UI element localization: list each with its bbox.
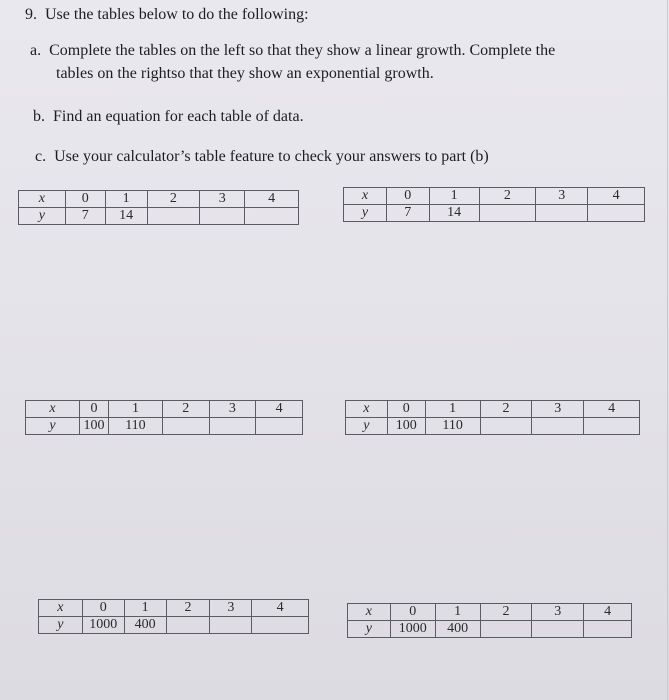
x-label: x [19,191,66,208]
x-cell: 1 [425,401,480,418]
x-cell: 3 [200,191,245,208]
y-cell[interactable] [256,418,303,435]
y-cell[interactable] [210,617,252,634]
x-cell: 4 [245,191,299,208]
x-label: x [26,401,80,418]
x-cell: 3 [532,401,584,418]
x-row [26,401,303,418]
table-linear-2 [25,400,303,435]
x-cell: 1 [124,600,166,617]
x-cell: 4 [584,604,632,621]
page-edge-line [667,0,668,700]
x-cell: 0 [386,188,429,205]
x-cell: 4 [256,401,303,418]
x-cell: 4 [588,188,645,205]
x-label: x [346,401,388,418]
table-exponential-2 [345,400,640,435]
x-cell: 1 [435,604,480,621]
x-row [346,401,640,418]
y-cell[interactable] [166,617,210,634]
part-a-line2: tables on the rightso that they show an exponential growth. [56,65,434,82]
x-label: x [39,600,83,617]
part-c-label: c. [35,148,47,165]
part-a-label: a. [30,42,42,59]
x-row [39,600,309,617]
y-row [19,208,299,225]
x-cell: 0 [65,191,105,208]
y-row [344,205,645,222]
y-cell: 14 [429,205,479,222]
table-linear-3 [38,599,309,634]
y-row [348,621,632,638]
y-cell[interactable] [536,205,588,222]
x-row [348,604,632,621]
y-cell: 400 [435,621,480,638]
y-cell[interactable] [532,621,584,638]
problem-number: 9. [25,6,37,23]
x-label: x [348,604,391,621]
x-cell: 3 [210,600,252,617]
x-cell: 1 [429,188,479,205]
x-cell: 1 [105,191,147,208]
y-cell: 100 [387,418,425,435]
y-cell[interactable] [200,208,245,225]
part-a-line1: Complete the tables on the left so that they show a linear growth. Complete the [49,42,556,59]
x-cell: 2 [147,191,200,208]
x-cell: 3 [532,604,584,621]
problem-heading [25,6,309,24]
x-cell: 0 [82,600,124,617]
x-cell: 0 [387,401,425,418]
y-row [39,617,309,634]
x-cell: 4 [252,600,309,617]
x-cell: 0 [390,604,435,621]
y-label: y [348,621,391,638]
y-cell[interactable] [245,208,299,225]
y-row [346,418,640,435]
y-cell[interactable] [588,205,645,222]
y-cell[interactable] [162,418,209,435]
y-label: y [26,418,80,435]
part-b [33,108,304,126]
part-c-text: Use your calculator’s table feature to check your answers to part (b) [54,148,489,165]
part-a-continued [56,65,434,83]
y-cell[interactable] [532,418,584,435]
y-cell[interactable] [480,621,532,638]
y-label: y [346,418,388,435]
x-label: x [344,188,387,205]
x-cell: 2 [479,188,536,205]
y-cell: 7 [386,205,429,222]
x-cell: 2 [162,401,209,418]
y-cell: 110 [108,418,162,435]
y-cell[interactable] [584,418,640,435]
part-b-text: Find an equation for each table of data. [53,108,304,125]
y-cell: 1000 [390,621,435,638]
x-cell: 0 [79,401,108,418]
x-row [19,191,299,208]
problem-intro: Use the tables below to do the following: [45,6,309,23]
table-linear-1 [18,190,299,225]
x-cell: 2 [480,604,532,621]
y-cell[interactable] [147,208,200,225]
y-label: y [344,205,387,222]
y-cell[interactable] [480,418,532,435]
table-exponential-1 [343,187,645,222]
y-cell[interactable] [584,621,632,638]
y-label: y [39,617,83,634]
part-b-label: b. [33,108,45,125]
y-label: y [19,208,66,225]
x-cell: 3 [536,188,588,205]
y-cell[interactable] [479,205,536,222]
y-cell: 110 [425,418,480,435]
y-cell: 7 [65,208,105,225]
part-a [30,42,555,60]
x-row [344,188,645,205]
y-cell[interactable] [209,418,256,435]
y-cell[interactable] [252,617,309,634]
y-cell: 400 [124,617,166,634]
y-cell: 100 [79,418,108,435]
y-cell: 1000 [82,617,124,634]
table-exponential-3 [347,603,632,638]
x-cell: 2 [480,401,532,418]
x-cell: 3 [209,401,256,418]
y-cell: 14 [105,208,147,225]
y-row [26,418,303,435]
x-cell: 2 [166,600,210,617]
x-cell: 4 [584,401,640,418]
part-c [35,148,489,166]
x-cell: 1 [108,401,162,418]
